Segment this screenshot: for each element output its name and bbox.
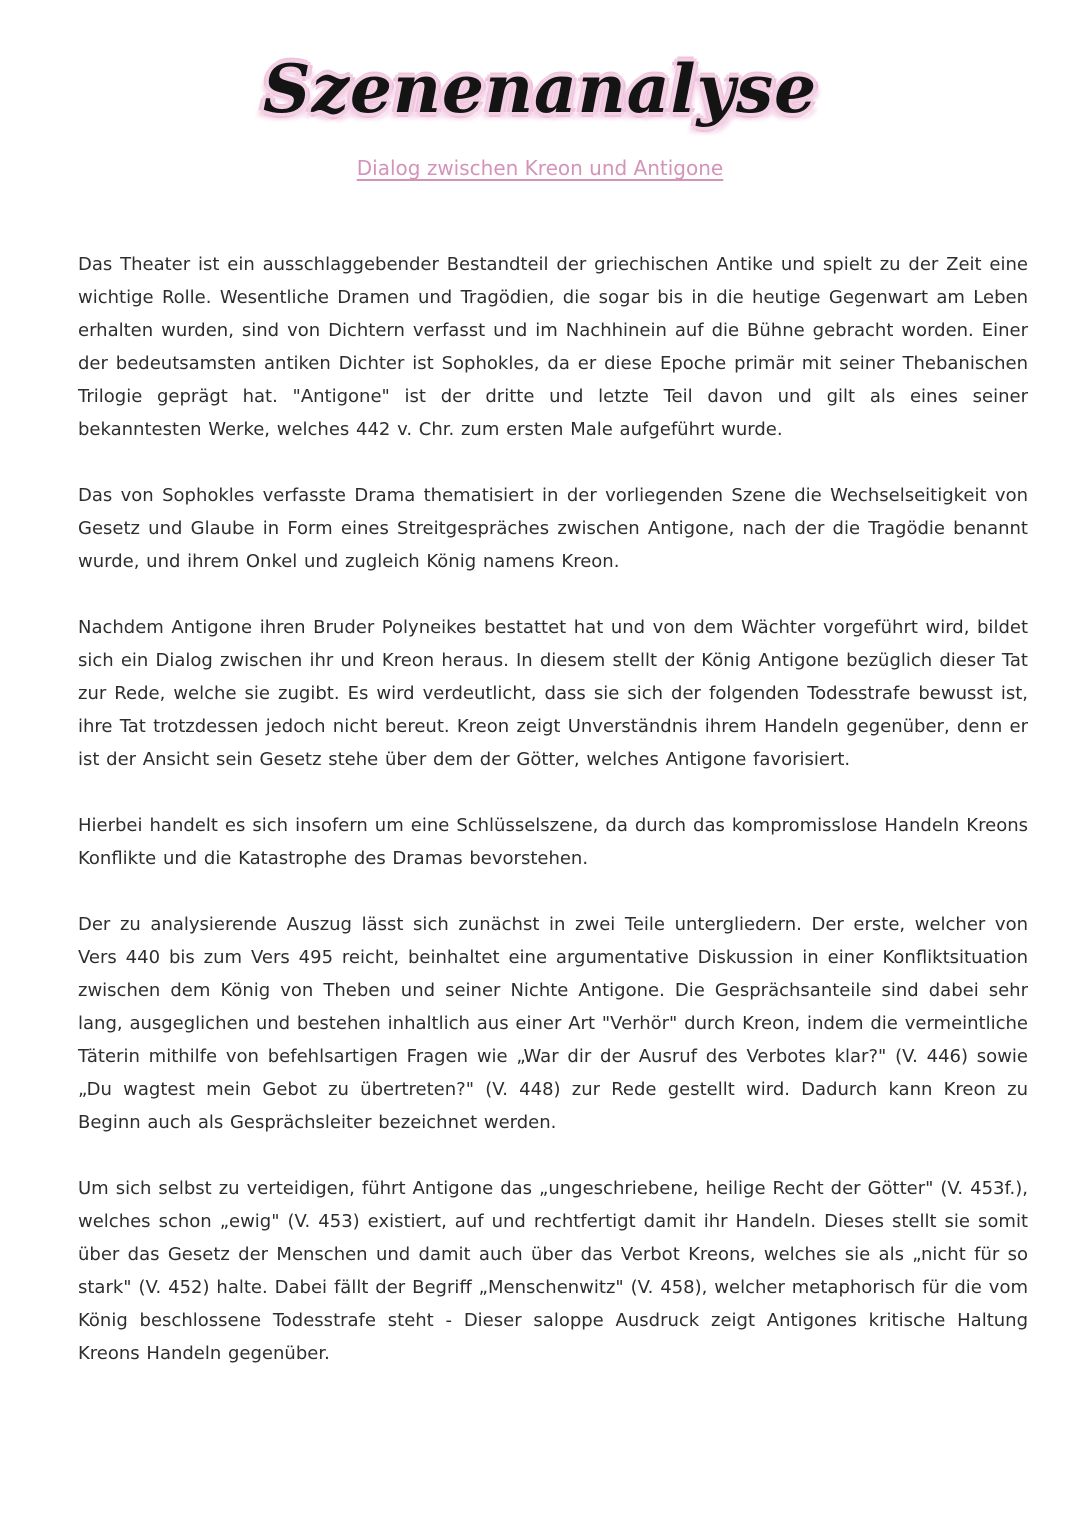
paragraph-defense: Um sich selbst zu verteidigen, führt Antigone das „ungeschriebene, heilige Recht der Götter" (V. 453f.), welches schon „ewig" (V. 453) existiert, auf und rechtfertigt damit ihr Handeln. Dieses stellt sie somit über das Gesetz der Menschen und damit auch über das Verbot Kreons, welches sie als „nicht für so stark" (V. 452) halte. Dabei fällt der Begriff „Menschenwitz" (V. 458), welcher metaphorisch für die vom König beschlossene Todesstrafe steht - Dieser saloppe Ausdruck zeigt Antigones kritische Haltung Kreons Handeln gegenüber. bbox=[78, 1178, 1028, 1364]
title-area bbox=[0, 44, 1080, 154]
paragraph-key-scene: Hierbei handelt es sich insofern um eine Schlüsselszene, da durch das kompromisslose Handeln Kreons Konflikte und die Katastrophe des Dramas bevorstehen. bbox=[78, 815, 1028, 869]
paragraph-theme: Das von Sophokles verfasste Drama thematisiert in der vorliegenden Szene die Wechselseitigkeit von Gesetz und Glaube in Form eines Streitgespräches zwischen Antigone, nach der die Tragödie benannt wurde, und ihrem Onkel und zugleich König namens Kreon. bbox=[78, 485, 1028, 572]
paragraph-introduction: Das Theater ist ein ausschlaggebender Bestandteil der griechischen Antike und spielt zu der Zeit eine wichtige Rolle. Wesentliche Dramen und Tragödien, die sogar bis in die heutige Gegenwart am Leben erhalten wurden, sind von Dichtern verfasst und im Nachhinein auf die Bühne gebracht worden. Einer der bedeutsamsten antiken Dichter ist Sophokles, da er diese Epoche primär mit seiner Thebanischen Trilogie geprägt hat. "Antigone" ist der dritte und letzte Teil davon und gilt als eines seiner bekanntesten Werke, welches 442 v. Chr. zum ersten Male aufgeführt wurde. bbox=[78, 254, 1028, 440]
paragraph-plot: Nachdem Antigone ihren Bruder Polyneikes bestattet hat und von dem Wächter vorgeführt wird, bildet sich ein Dialog zwischen ihr und Kreon heraus. In diesem stellt der König Antigone bezüglich dieser Tat zur Rede, welche sie zugibt. Es wird verdeutlicht, dass sie sich der folgenden Todesstrafe bewusst ist, ihre Tat trotzdessen jedoch nicht bereut. Kreon zeigt Unverständnis ihrem Handeln gegenüber, denn er ist der Ansicht sein Gesetz stehe über dem der Götter, welches Antigone favorisiert. bbox=[78, 617, 1028, 770]
paragraph-structure: Der zu analysierende Auszug lässt sich zunächst in zwei Teile untergliedern. Der erste, welcher von Vers 440 bis zum Vers 495 reicht, beinhaltet eine argumentative Diskussion in einer Konfliktsituation zwischen dem König von Theben und seiner Nichte Antigone. Die Gesprächsanteile sind dabei sehr lang, ausgeglichen und bestehen inhaltlich aus einer Art "Verhör" durch Kreon, indem die vermeintliche Täterin mithilfe von befehlsartigen Fragen wie „War dir der Ausruf des Verbotes klar?" (V. 446) sowie „Du wagtest mein Gebot zu übertreten?" (V. 448) zur Rede gestellt wird. Dadurch kann Kreon zu Beginn auch als Gesprächsleiter bezeichnet werden. bbox=[78, 914, 1028, 1133]
page-title: Szenenanalyse bbox=[262, 50, 818, 128]
page-subtitle: Dialog zwischen Kreon und Antigone bbox=[356, 156, 724, 180]
document-body bbox=[78, 248, 1028, 1403]
